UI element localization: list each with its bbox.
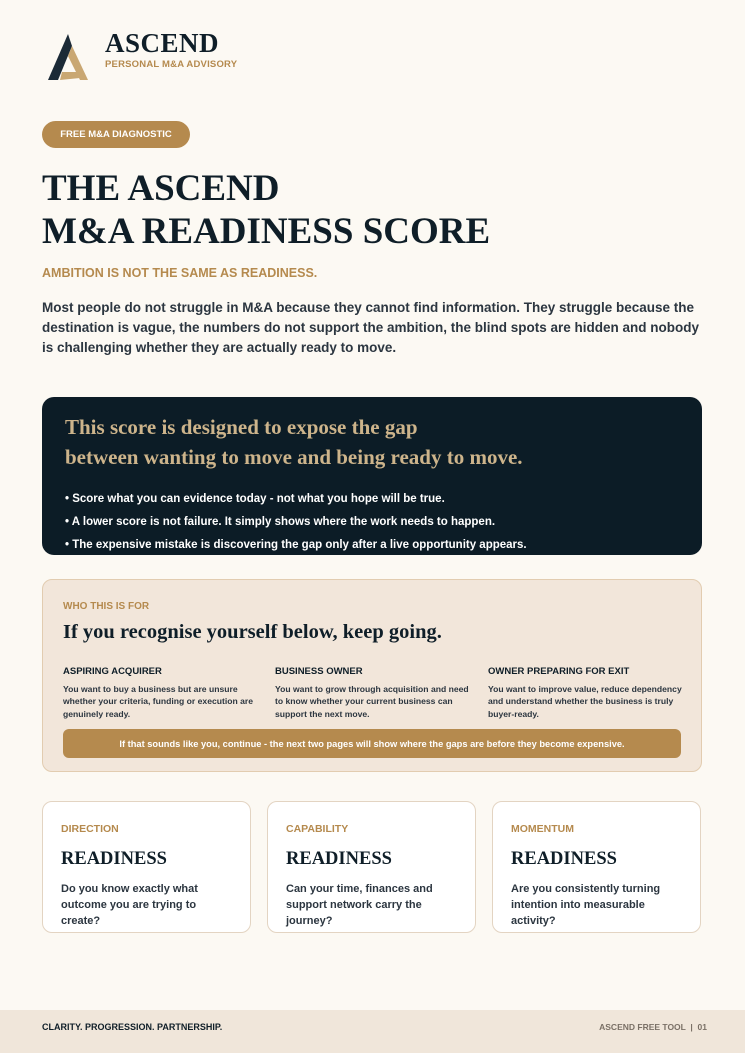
- diagnostic-badge: FREE M&A DIAGNOSTIC: [42, 121, 190, 148]
- card-text: Can your time, finances and support network carry the journey?: [286, 883, 433, 927]
- continue-cta-bar: If that sounds like you, continue - the next two pages will show where the gaps are before they become expensive.: [63, 729, 681, 758]
- audience-text: You want to grow through acquisition and need to know whether your current business can support the next move.: [275, 684, 469, 719]
- callout-heading-line-1: This score is designed to expose the gap: [65, 415, 418, 439]
- who-heading: If you recognise yourself below, keep going.: [63, 621, 442, 643]
- callout-heading-line-2: between wanting to move and being ready to move.: [65, 445, 523, 469]
- readiness-card-momentum: [492, 801, 701, 933]
- who-this-is-for-section: [42, 579, 702, 772]
- callout-bullets: [65, 488, 527, 557]
- who-label: WHO THIS IS FOR: [63, 601, 150, 612]
- audience-column-owner: [275, 666, 470, 720]
- audience-title: ASPIRING ACQUIRER: [63, 666, 162, 677]
- page-footer: [0, 1010, 745, 1053]
- audience-column-exit: [488, 666, 683, 720]
- audience-column-acquirer: [63, 666, 258, 720]
- card-title: READINESS: [61, 849, 167, 869]
- brand-subtitle: PERSONAL M&A ADVISORY: [105, 59, 238, 70]
- card-title: READINESS: [286, 849, 392, 869]
- readiness-card-direction: [42, 801, 251, 933]
- callout-bullet: • The expensive mistake is discovering the gap only after a live opportunity appears.: [65, 539, 527, 551]
- audience-text: You want to buy a business but are unsure whether your criteria, funding or execution are genuinely ready.: [63, 684, 254, 719]
- card-text: Are you consistently turning intention into measurable activity?: [511, 883, 661, 927]
- audience-text: You want to improve value, reduce dependency and understand whether the business is truly buyer-ready.: [488, 684, 682, 719]
- intro-paragraph: Most people do not struggle in M&A because they cannot find information. They struggle because the destination is vague, the numbers do not support the ambition, the blind spots are hidden and nobody is challenging whether they are actually ready to move.: [42, 300, 700, 355]
- title-line-1: THE ASCEND: [42, 168, 280, 209]
- card-label: CAPABILITY: [286, 823, 349, 835]
- callout-bullet: • Score what you can evidence today - not what you hope will be true.: [65, 493, 445, 505]
- readiness-card-capability: [267, 801, 476, 933]
- callout-bullet: • A lower score is not failure. It simply shows where the work needs to happen.: [65, 516, 496, 528]
- audience-title: OWNER PREPARING FOR EXIT: [488, 666, 630, 677]
- audience-title: BUSINESS OWNER: [275, 666, 363, 677]
- page-subtitle: AMBITION IS NOT THE SAME AS READINESS.: [42, 266, 318, 280]
- card-label: MOMENTUM: [511, 823, 574, 835]
- callout-box: [42, 397, 702, 555]
- footer-page-info: ASCEND FREE TOOL | 01: [599, 1022, 707, 1032]
- footer-tagline: CLARITY. PROGRESSION. PARTNERSHIP.: [42, 1022, 223, 1032]
- callout-heading: [65, 412, 665, 472]
- card-title: READINESS: [511, 849, 617, 869]
- ascend-logo-icon: [48, 32, 88, 82]
- brand-name: ASCEND: [105, 28, 220, 58]
- card-text: Do you know exactly what outcome you are trying to create?: [61, 883, 198, 927]
- title-line-2: M&A READINESS SCORE: [42, 211, 491, 252]
- page-title: [42, 167, 490, 253]
- card-label: DIRECTION: [61, 823, 119, 835]
